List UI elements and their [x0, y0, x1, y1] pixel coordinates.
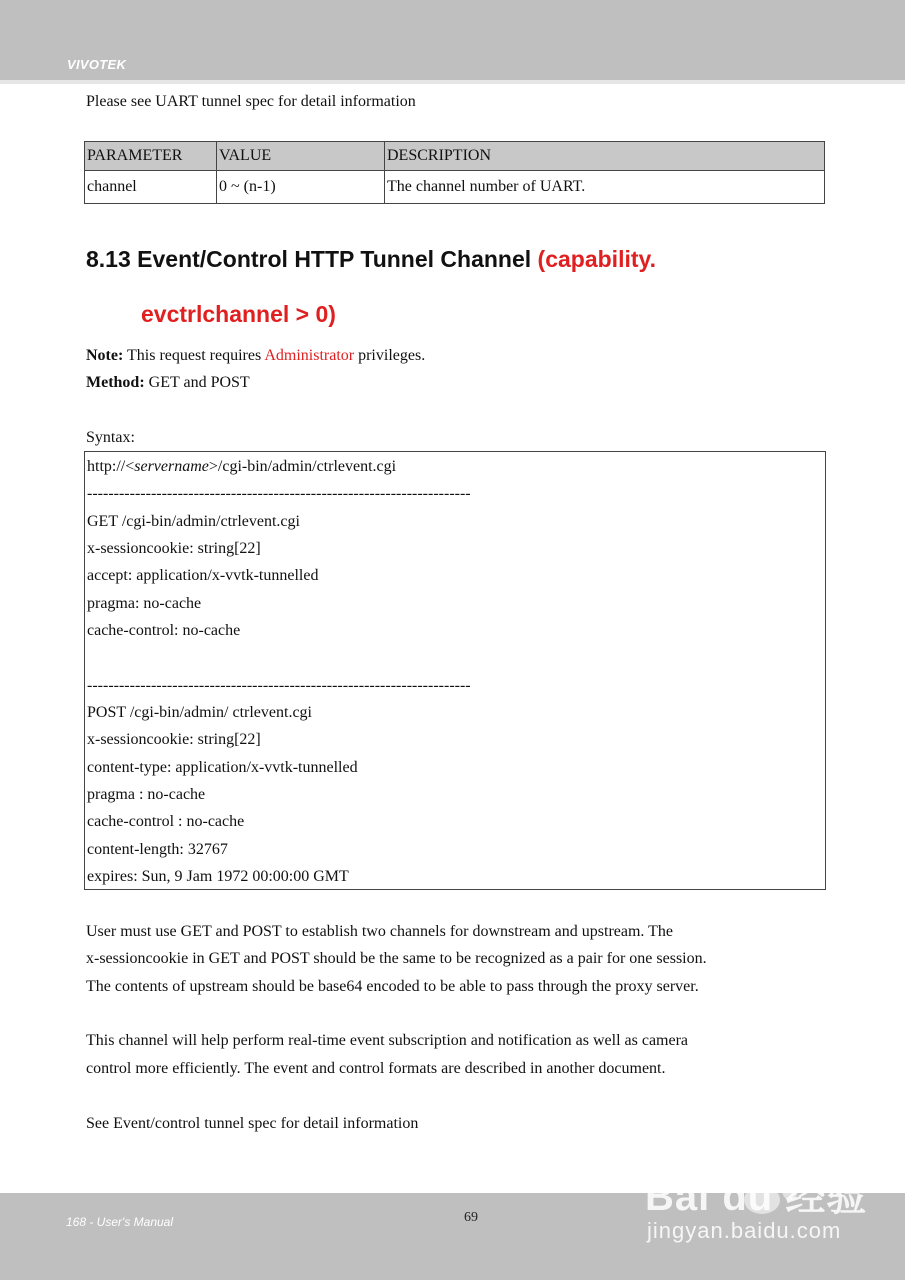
syntax-url	[87, 453, 396, 480]
watermark-url: jingyan.baidu.com	[647, 1218, 842, 1243]
paragraph-line: See Event/control tunnel spec for detail information	[86, 1115, 419, 1132]
syntax-line: pragma : no-cache	[87, 786, 206, 803]
table-cell: channel	[85, 171, 217, 204]
paragraph-line: User must use GET and POST to establish two channels for downstream and upstream. The	[86, 923, 674, 940]
section-heading	[86, 244, 656, 274]
method-label: Method:	[86, 374, 145, 391]
section-title-black: 8.13 Event/Control HTTP Tunnel Channel	[86, 246, 538, 272]
footer-manual-label: 168 - User's Manual	[66, 1215, 174, 1229]
note-label: Note:	[86, 347, 124, 364]
url-variable: servername	[134, 458, 209, 475]
syntax-separator: ------------------------------------------------------------------------	[87, 677, 471, 694]
page-number: 69	[464, 1210, 478, 1225]
paragraph-line: The contents of upstream should be base64 encoded to be able to pass through the proxy server.	[86, 978, 699, 995]
paragraph-line: x-sessioncookie in GET and POST should be the same to be recognized as a pair for one session.	[86, 950, 707, 967]
url-prefix: http://<	[87, 458, 135, 475]
paragraph-line: This channel will help perform real-time event subscription and notification as well as camera	[86, 1032, 689, 1049]
method-value: GET and POST	[144, 374, 250, 391]
note-post: privileges.	[354, 347, 426, 364]
syntax-line: x-sessioncookie: string[22]	[87, 540, 261, 557]
syntax-line: pragma: no-cache	[87, 595, 202, 612]
table-row	[85, 171, 825, 204]
brand-logo-text: VIVOTEK	[67, 57, 127, 72]
syntax-line: content-length: 32767	[87, 841, 228, 858]
section-heading-cont: evctrlchannel > 0)	[141, 301, 336, 327]
url-suffix: >/cgi-bin/admin/ctrlevent.cgi	[208, 458, 397, 475]
syntax-line: cache-control: no-cache	[87, 622, 241, 639]
table-header-cell: PARAMETER	[85, 142, 217, 171]
table-header-row	[85, 142, 825, 171]
syntax-line: GET /cgi-bin/admin/ctrlevent.cgi	[87, 513, 300, 530]
note-pre: This request requires	[123, 347, 265, 364]
syntax-line: content-type: application/x-vvtk-tunnelled	[87, 759, 358, 776]
syntax-separator: ------------------------------------------------------------------------	[87, 485, 471, 502]
syntax-line: x-sessioncookie: string[22]	[87, 731, 261, 748]
syntax-line: accept: application/x-vvtk-tunnelled	[87, 567, 319, 584]
header-divider	[0, 80, 905, 84]
paragraph-line: control more efficiently. The event and control formats are described in another document.	[86, 1060, 666, 1077]
note-role: Administrator	[264, 347, 355, 364]
table-header-cell: DESCRIPTION	[385, 142, 825, 171]
method-line	[86, 369, 250, 396]
syntax-label: Syntax:	[86, 429, 135, 446]
note-line	[86, 342, 425, 369]
syntax-line: cache-control : no-cache	[87, 813, 245, 830]
parameter-table	[84, 141, 825, 204]
syntax-box	[84, 451, 826, 890]
syntax-line: expires: Sun, 9 Jam 1972 00:00:00 GMT	[87, 868, 349, 885]
table-cell: The channel number of UART.	[385, 171, 825, 204]
table-header-cell: VALUE	[217, 142, 385, 171]
intro-text: Please see UART tunnel spec for detail information	[86, 93, 416, 110]
table-cell: 0 ~ (n-1)	[217, 171, 385, 204]
watermark-brand: Bai du 经验	[645, 1175, 868, 1219]
section-title-red: (capability.	[537, 246, 656, 272]
syntax-line: POST /cgi-bin/admin/ ctrlevent.cgi	[87, 704, 312, 721]
header-bar	[0, 0, 905, 80]
